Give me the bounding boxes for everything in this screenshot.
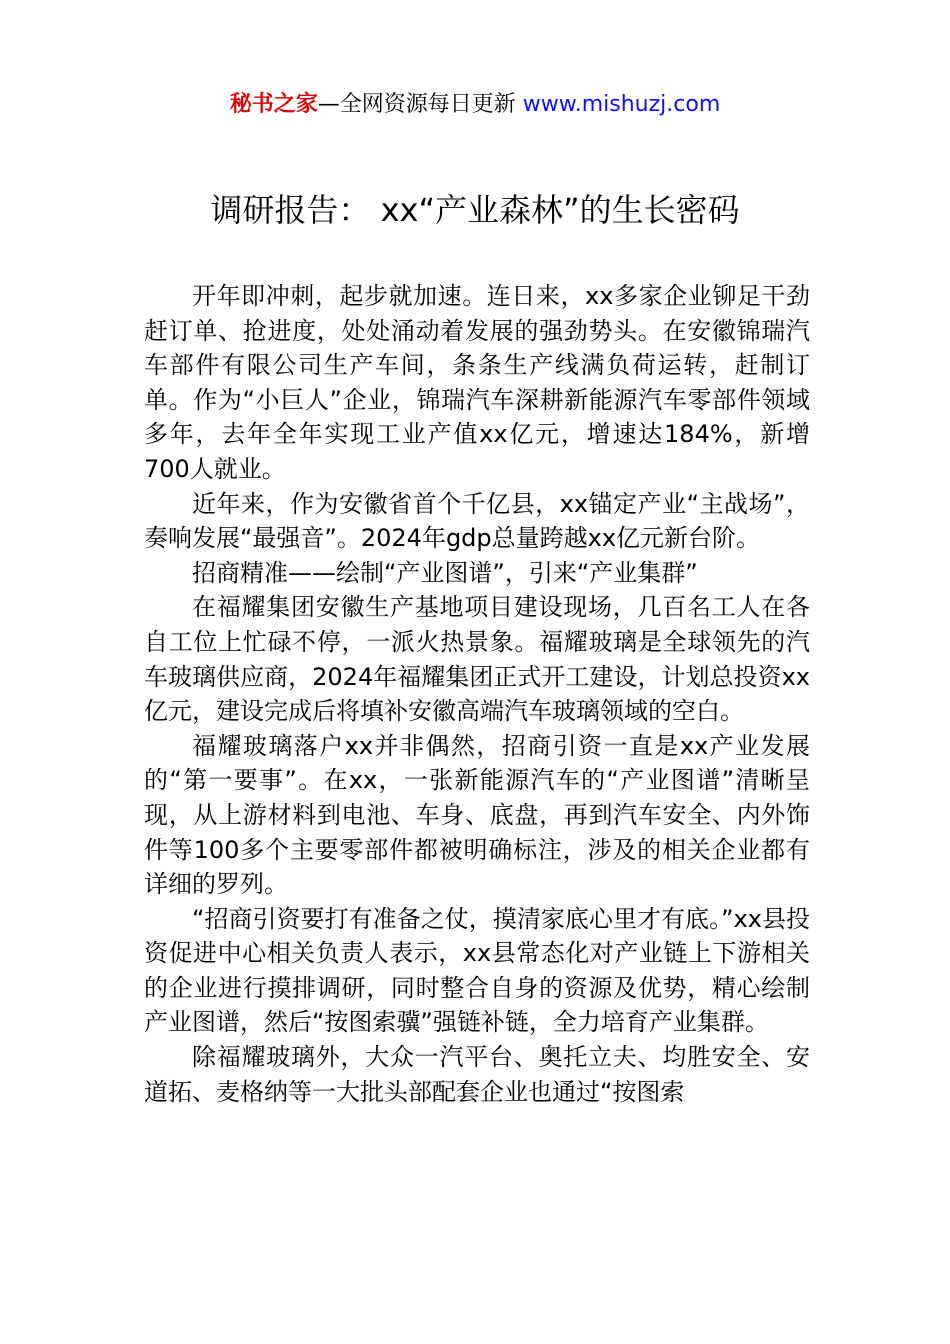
paragraph: 开年即冲刺，起步就加速。连日来，xx多家企业铆足干劲赶订单、抢进度，处处涌动着发展的强劲势头。在安徽锦瑞汽车部件有限公司生产车间，条条生产线满负荷运转，赶制订单。作为“小巨人”企业，锦瑞汽车深耕新能源汽车零部件领域多年，去年全年实现工业产值xx亿元，增速达184%，新增700人就业。 [144, 282, 810, 483]
paragraph: 除福耀玻璃外，大众一汽平台、奥托立夫、均胜安全、安道拓、麦格纳等一大批头部配套企业也通过“按图索 [144, 1043, 810, 1106]
site-tagline: —全网资源每日更新 [317, 92, 516, 117]
paragraph: 福耀玻璃落户xx并非偶然，招商引资一直是xx产业发展的“第一要事”。在xx，一张新能源汽车的“产业图谱”清晰呈现，从上游材料到电池、车身、底盘，再到汽车安全、内外饰件等100多个主要零部件都被明确标注，涉及的相关企业都有详细的罗列。 [144, 731, 810, 899]
section-heading: 招商精准——绘制“产业图谱”，引来“产业集群” [192, 558, 698, 587]
site-brand: 秘书之家 [229, 92, 318, 117]
paragraph: 近年来，作为安徽省首个千亿县，xx锚定产业“主战场”，奏响发展“最强音”。2024年gdp总量跨越xx亿元新台阶。 [144, 489, 810, 553]
paragraph: 在福耀集团安徽生产基地项目建设现场，几百名工人在各自工位上忙碌不停，一派火热景象。福耀玻璃是全球领先的汽车玻璃供应商，2024年福耀集团正式开工建设，计划总投资xx亿元，建设完成后将填补安徽高端汽车玻璃领域的空白。 [144, 593, 810, 726]
paragraph: “招商引资要打有准备之仗，摸清家底心里才有底。”xx县投资促进中心相关负责人表示，xx县常态化对产业链上下游相关的企业进行摸排调研，同时整合自身的资源及优势，精心绘制产业图谱，然后“按图索骥”强链补链，全力培育产业集群。 [144, 904, 810, 1037]
site-header [0, 90, 950, 120]
site-url-link[interactable]: www.mishuzj.com [522, 92, 721, 117]
document-title: 调研报告： xx“产业森林”的生长密码 [210, 191, 740, 229]
document-body [144, 279, 810, 1109]
